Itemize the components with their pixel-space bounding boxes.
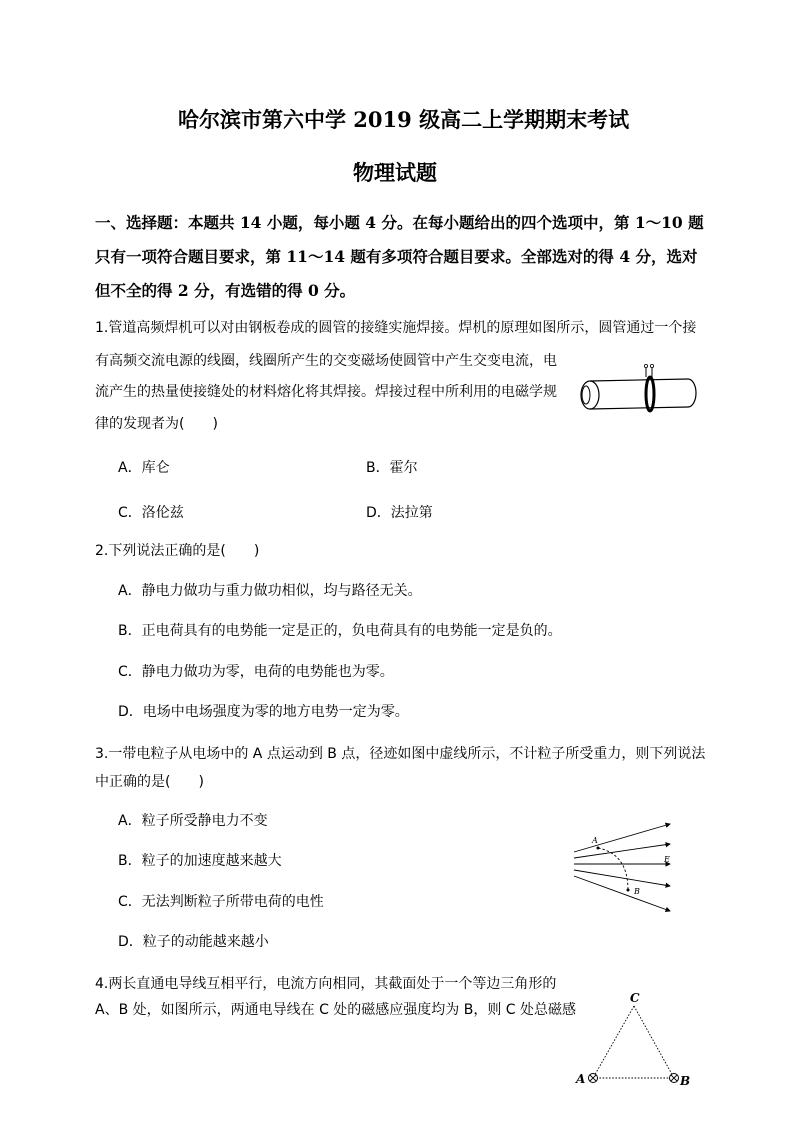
q3-option-a[interactable]: A．粒子所受静电力不变	[118, 813, 268, 829]
section-instructions	[95, 206, 705, 308]
q1-option-c[interactable]: C．洛伦兹	[118, 505, 184, 521]
exam-subtitle: 物理试题	[353, 160, 437, 185]
q3-option-b[interactable]: B．粒子的加速度越来越大	[118, 853, 282, 869]
q1-line-2: 有高频交流电源的线圈，线圈所产生的交变磁场使圆管中产生交变电流，电	[95, 353, 557, 369]
q4-wire-b-icon	[670, 1074, 679, 1083]
q2-stem: 2.下列说法正确的是( )	[95, 543, 260, 559]
section-line-2: 只有一项符合题目要求，第 11～14 题有多项符合题目要求。全部选对的得 4 分，选对	[95, 247, 698, 266]
q1-pipe-figure	[576, 362, 706, 422]
q4-line-1: 4.两长直通电导线互相平行，电流方向相同，其截面处于一个等边三角形的	[95, 976, 557, 992]
q1-line-3: 流产生的热量使接缝处的材料熔化将其焊接。焊接过程中所利用的电磁学规	[95, 384, 557, 400]
q2-option-c[interactable]: C．静电力做功为零，电荷的电势能也为零。	[118, 664, 394, 680]
q4-label-a: A	[576, 1072, 586, 1086]
q4-line-2: A、B 处，如图所示，两通电导线在 C 处的磁感应强度均为 B，则 C 处总磁感	[95, 1002, 577, 1018]
q3-label-a: A	[592, 836, 598, 845]
q1-option-b[interactable]: B．霍尔	[366, 460, 418, 476]
q3-option-c[interactable]: C．无法判断粒子所带电荷的电性	[118, 894, 324, 910]
q1-option-a[interactable]: A．库仑	[118, 460, 170, 476]
q4-label-b: B	[680, 1074, 691, 1088]
q2-option-a[interactable]: A．静电力做功与重力做功相似，均与路径无关。	[118, 583, 422, 599]
q1-line-4: 律的发现者为( )	[95, 416, 218, 432]
section-line-3: 但不全的得 2 分，有选错的得 0 分。	[95, 281, 356, 300]
q4-label-c: C	[630, 991, 640, 1005]
q3-line-2: 中正确的是( )	[95, 774, 204, 790]
q3-option-d[interactable]: D．粒子的动能越来越小	[118, 934, 269, 950]
q3-line-1: 3.一带电粒子从电场中的 A 点运动到 B 点，径迹如图中虚线所示，不计粒子所受重力，则下列说法	[95, 746, 706, 762]
q2-option-d[interactable]: D．电场中电场强度为零的地方电势一定为零。	[118, 704, 409, 720]
section-line-1: 一、选择题：本题共 14 小题，每小题 4 分。在每小题给出的四个选项中，第 1～10 题	[95, 213, 704, 232]
q4-wire-a-icon	[589, 1074, 598, 1083]
q1-option-d[interactable]: D．法拉第	[366, 505, 433, 521]
q3-label-e: E	[664, 855, 670, 864]
exam-title: 哈尔滨市第六中学 2019 级高二上学期期末考试	[178, 107, 630, 132]
q3-label-b: B	[634, 887, 640, 896]
q1-line-1: 1.管道高频焊机可以对由钢板卷成的圆管的接缝实施焊接。焊机的原理如图所示，圆管通过一个接	[95, 320, 697, 336]
q4-triangle-figure	[573, 990, 703, 1090]
q2-option-b[interactable]: B．正电荷具有的电势能一定是正的，负电荷具有的电势能一定是负的。	[118, 623, 562, 639]
q3-field-figure	[570, 818, 678, 918]
